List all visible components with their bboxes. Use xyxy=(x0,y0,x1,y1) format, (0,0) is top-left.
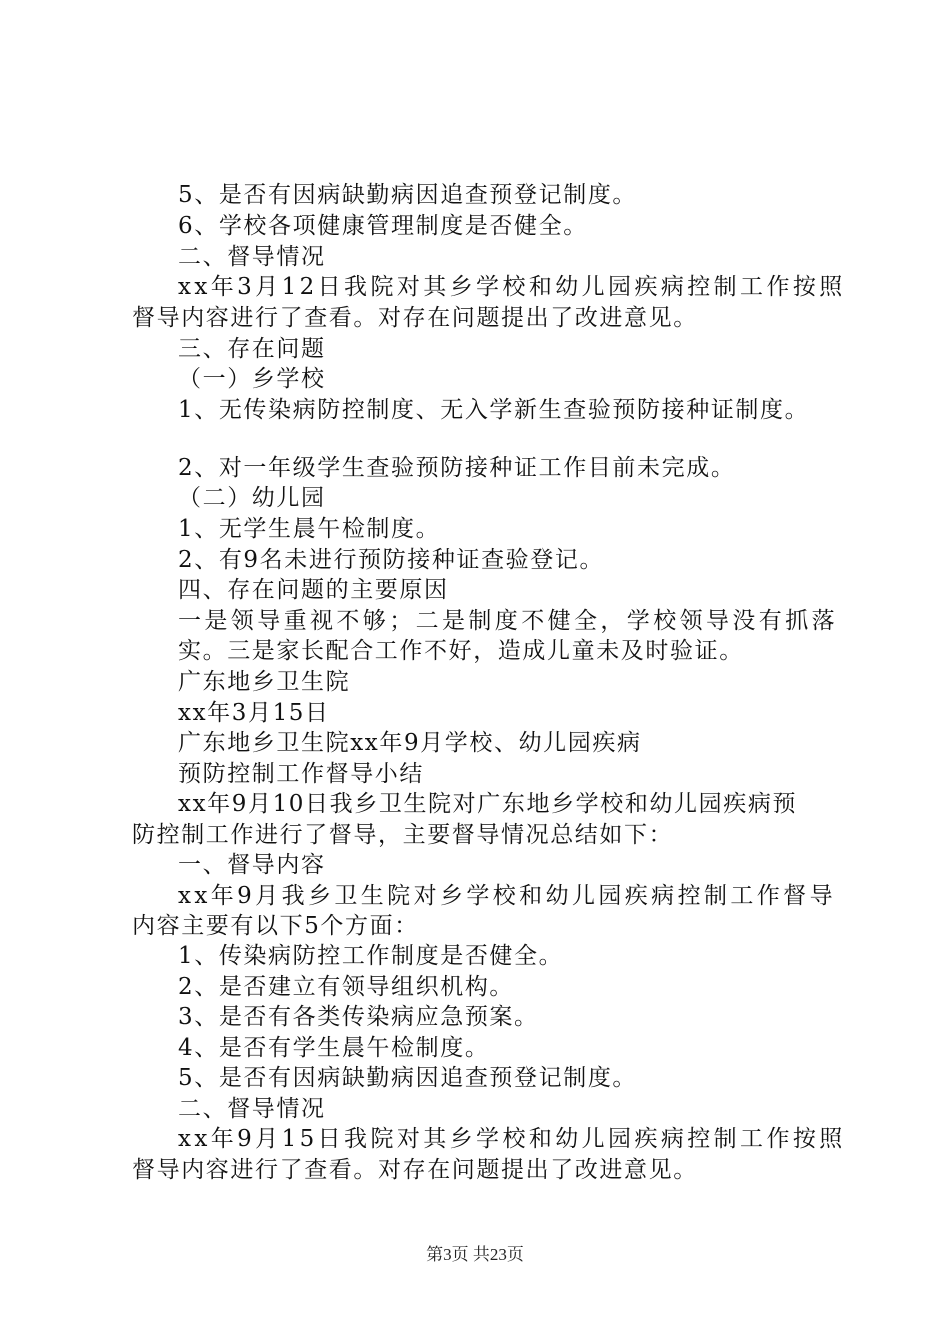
text-line: xx年9月我乡卫生院对乡学校和幼儿园疾病控制工作督导 xyxy=(178,883,836,909)
document-title-continued: 预防控制工作督导小结 xyxy=(178,761,424,787)
signature-date: xx年3月15日 xyxy=(178,700,330,726)
text-line: 5、是否有因病缺勤病因追查预登记制度。 xyxy=(178,182,638,208)
text-line: 1、无学生晨午检制度。 xyxy=(178,516,441,542)
text-line: 一是领导重视不够；二是制度不健全，学校领导没有抓落 xyxy=(178,608,838,634)
text-line: 内容主要有以下5个方面： xyxy=(132,913,419,939)
subsection-heading: （一）乡学校 xyxy=(178,366,326,392)
section-heading: 一、督导内容 xyxy=(178,852,326,878)
subsection-heading: （二）幼儿园 xyxy=(178,485,326,511)
text-line: xx年9月10日我乡卫生院对广东地乡学校和幼儿园疾病预 xyxy=(178,791,798,817)
section-heading: 二、督导情况 xyxy=(178,1096,326,1122)
text-line: 2、有9名未进行预防接种证查验登记。 xyxy=(178,547,605,573)
text-line: 防控制工作进行了督导，主要督导情况总结如下： xyxy=(132,822,674,848)
text-line: 督导内容进行了查看。对存在问题提出了改进意见。 xyxy=(132,305,698,331)
text-line: 实。三是家长配合工作不好，造成儿童未及时验证。 xyxy=(178,638,744,664)
text-line: xx年3月12日我院对其乡学校和幼儿园疾病控制工作按照 xyxy=(178,274,846,300)
text-line: 5、是否有因病缺勤病因追查预登记制度。 xyxy=(178,1065,638,1091)
text-line: 6、学校各项健康管理制度是否健全。 xyxy=(178,213,588,239)
text-line: 3、是否有各类传染病应急预案。 xyxy=(178,1004,539,1030)
text-line: 1、传染病防控工作制度是否健全。 xyxy=(178,943,564,969)
text-line: 1、无传染病防控制度、无入学新生查验预防接种证制度。 xyxy=(178,397,810,423)
text-line: 督导内容进行了查看。对存在问题提出了改进意见。 xyxy=(132,1157,698,1183)
text-line: 2、对一年级学生查验预防接种证工作目前未完成。 xyxy=(178,455,736,481)
page-number-footer: 第3页 共23页 xyxy=(426,1245,524,1264)
text-line: 4、是否有学生晨午检制度。 xyxy=(178,1035,490,1061)
text-line: 2、是否建立有领导组织机构。 xyxy=(178,974,515,1000)
text-line: xx年9月15日我院对其乡学校和幼儿园疾病控制工作按照 xyxy=(178,1126,846,1152)
section-heading: 四、存在问题的主要原因 xyxy=(178,577,449,603)
section-heading: 二、督导情况 xyxy=(178,244,326,270)
signature-org: 广东地乡卫生院 xyxy=(178,669,351,695)
document-title: 广东地乡卫生院xx年9月学校、幼儿园疾病 xyxy=(178,730,642,756)
section-heading: 三、存在问题 xyxy=(178,336,326,362)
